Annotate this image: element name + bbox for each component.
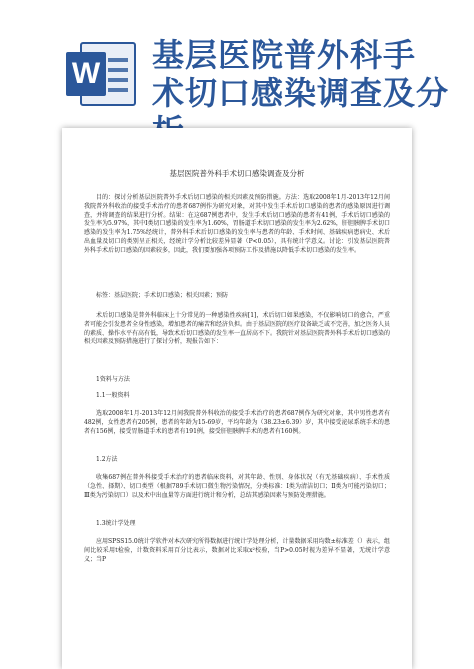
subsection-heading: 1.2方法 <box>96 456 118 463</box>
methods-paragraph: 收集687例在普外科接受手术治疗的患者临床资料，对其年龄、性别、身体状况（有无基础疾病）、手术性质（急性、择期）、切口类型（根据789手术切口微生物污染情况，分类标准：Ⅰ类为清洁切口；Ⅱ类为可能污染切口；Ⅲ类为污染切口）以及术中出血量等方面进行统计和分析，总结其感染因素与预防处理措施。 <box>84 474 390 499</box>
subsection-heading: 1.3统计学处理 <box>96 520 136 527</box>
document-page <box>62 128 412 669</box>
text-line <box>108 88 128 92</box>
text-line <box>108 58 128 62</box>
document-title: 基层医院普外科手术切口感染调查及分析 <box>169 169 305 178</box>
introduction-paragraph: 术后切口感染是普外科临床上十分常见的一种感染性疾病[1]，术后切口如果感染，不仅影响切口的愈合，严重者可能会引发患者全身性感染，增加患者的痛苦和经济负担。由于基层医院的医疗设备缺乏或不完善，加之医务人员的素质、操作水平有高有低，导致术后切口感染的发生率一直居高不下。我院针对基层医院普外科手术后切口感染的相关因素及预防措施进行了探讨分析，现报告如下： <box>84 312 391 346</box>
banner-title-line2: 术切口感染调查及分 <box>152 74 450 112</box>
subsection-heading: 1.1一般资料 <box>96 392 130 399</box>
text-line <box>108 78 128 82</box>
word-document-icon <box>66 38 136 110</box>
abstract-paragraph: 目的：探讨分析基层医院普外手术后切口感染的相关因素及预防措施。方法：选取2008年1月-2013年12月间我院普外科收治的接受手术治疗的患者687例作为研究对象，对其中发生手术后切口感染的患者的感染原因进行调查，并将调查的结果进行分析。结果：在这687例患者中，发生手术后切口感染的患者有41例，手术后切口感染的发生率为5.97%，其中Ⅰ类切口感染的发生率为1.60%，胃肠道手术切口感染的发生率为2.62%，肝胆胰脾手术切口感染的发生率为1.75%经统计，普外科手术后切口感染的发生率与患者的年龄、手术时间、基础疾病患病史、术后出血量及切口的类别呈正相关，经统计学分析比较差异显著（P<0.05），具有统计学意义。讨论：引发基层医院普外科手术后切口感染的因素较多，因此，我们要加强各项预防工作及措施以降低手术切口感染的发生率。 <box>84 194 390 254</box>
statistics-paragraph: 应用SPSS15.0统计学软件对本次研究所得数据进行统计学处理分析，计量数据采用均数±标准差（）表示，组间比较采用t检验，计数资料采用百分比表示，数据对比采取x²校验，当P>0.05时视为差异不显著，无统计学意义；当P <box>84 538 390 563</box>
section-heading: 1资料与方法 <box>96 376 130 383</box>
banner-title-line1: 基层医院普外科手 <box>152 36 417 74</box>
word-badge: W <box>66 52 106 96</box>
text-line <box>108 68 128 72</box>
keywords-line: 标签：基层医院；手术切口感染；相关因素；预防 <box>96 292 229 299</box>
general-data-paragraph: 选取2008年1月-2013年12月间我院普外科收治的接受手术治疗的患者687例作为研究对象，其中男性患者有482例，女性患者有205例，患者的年龄为15-69岁，平均年龄为（38.23±6.39）岁，其中接受泌尿系统手术的患者有156例，接受胃肠道手术的患者有191例，接受肝胆胰脾手术的患者有160例。 <box>84 410 390 435</box>
header-banner <box>0 0 474 128</box>
